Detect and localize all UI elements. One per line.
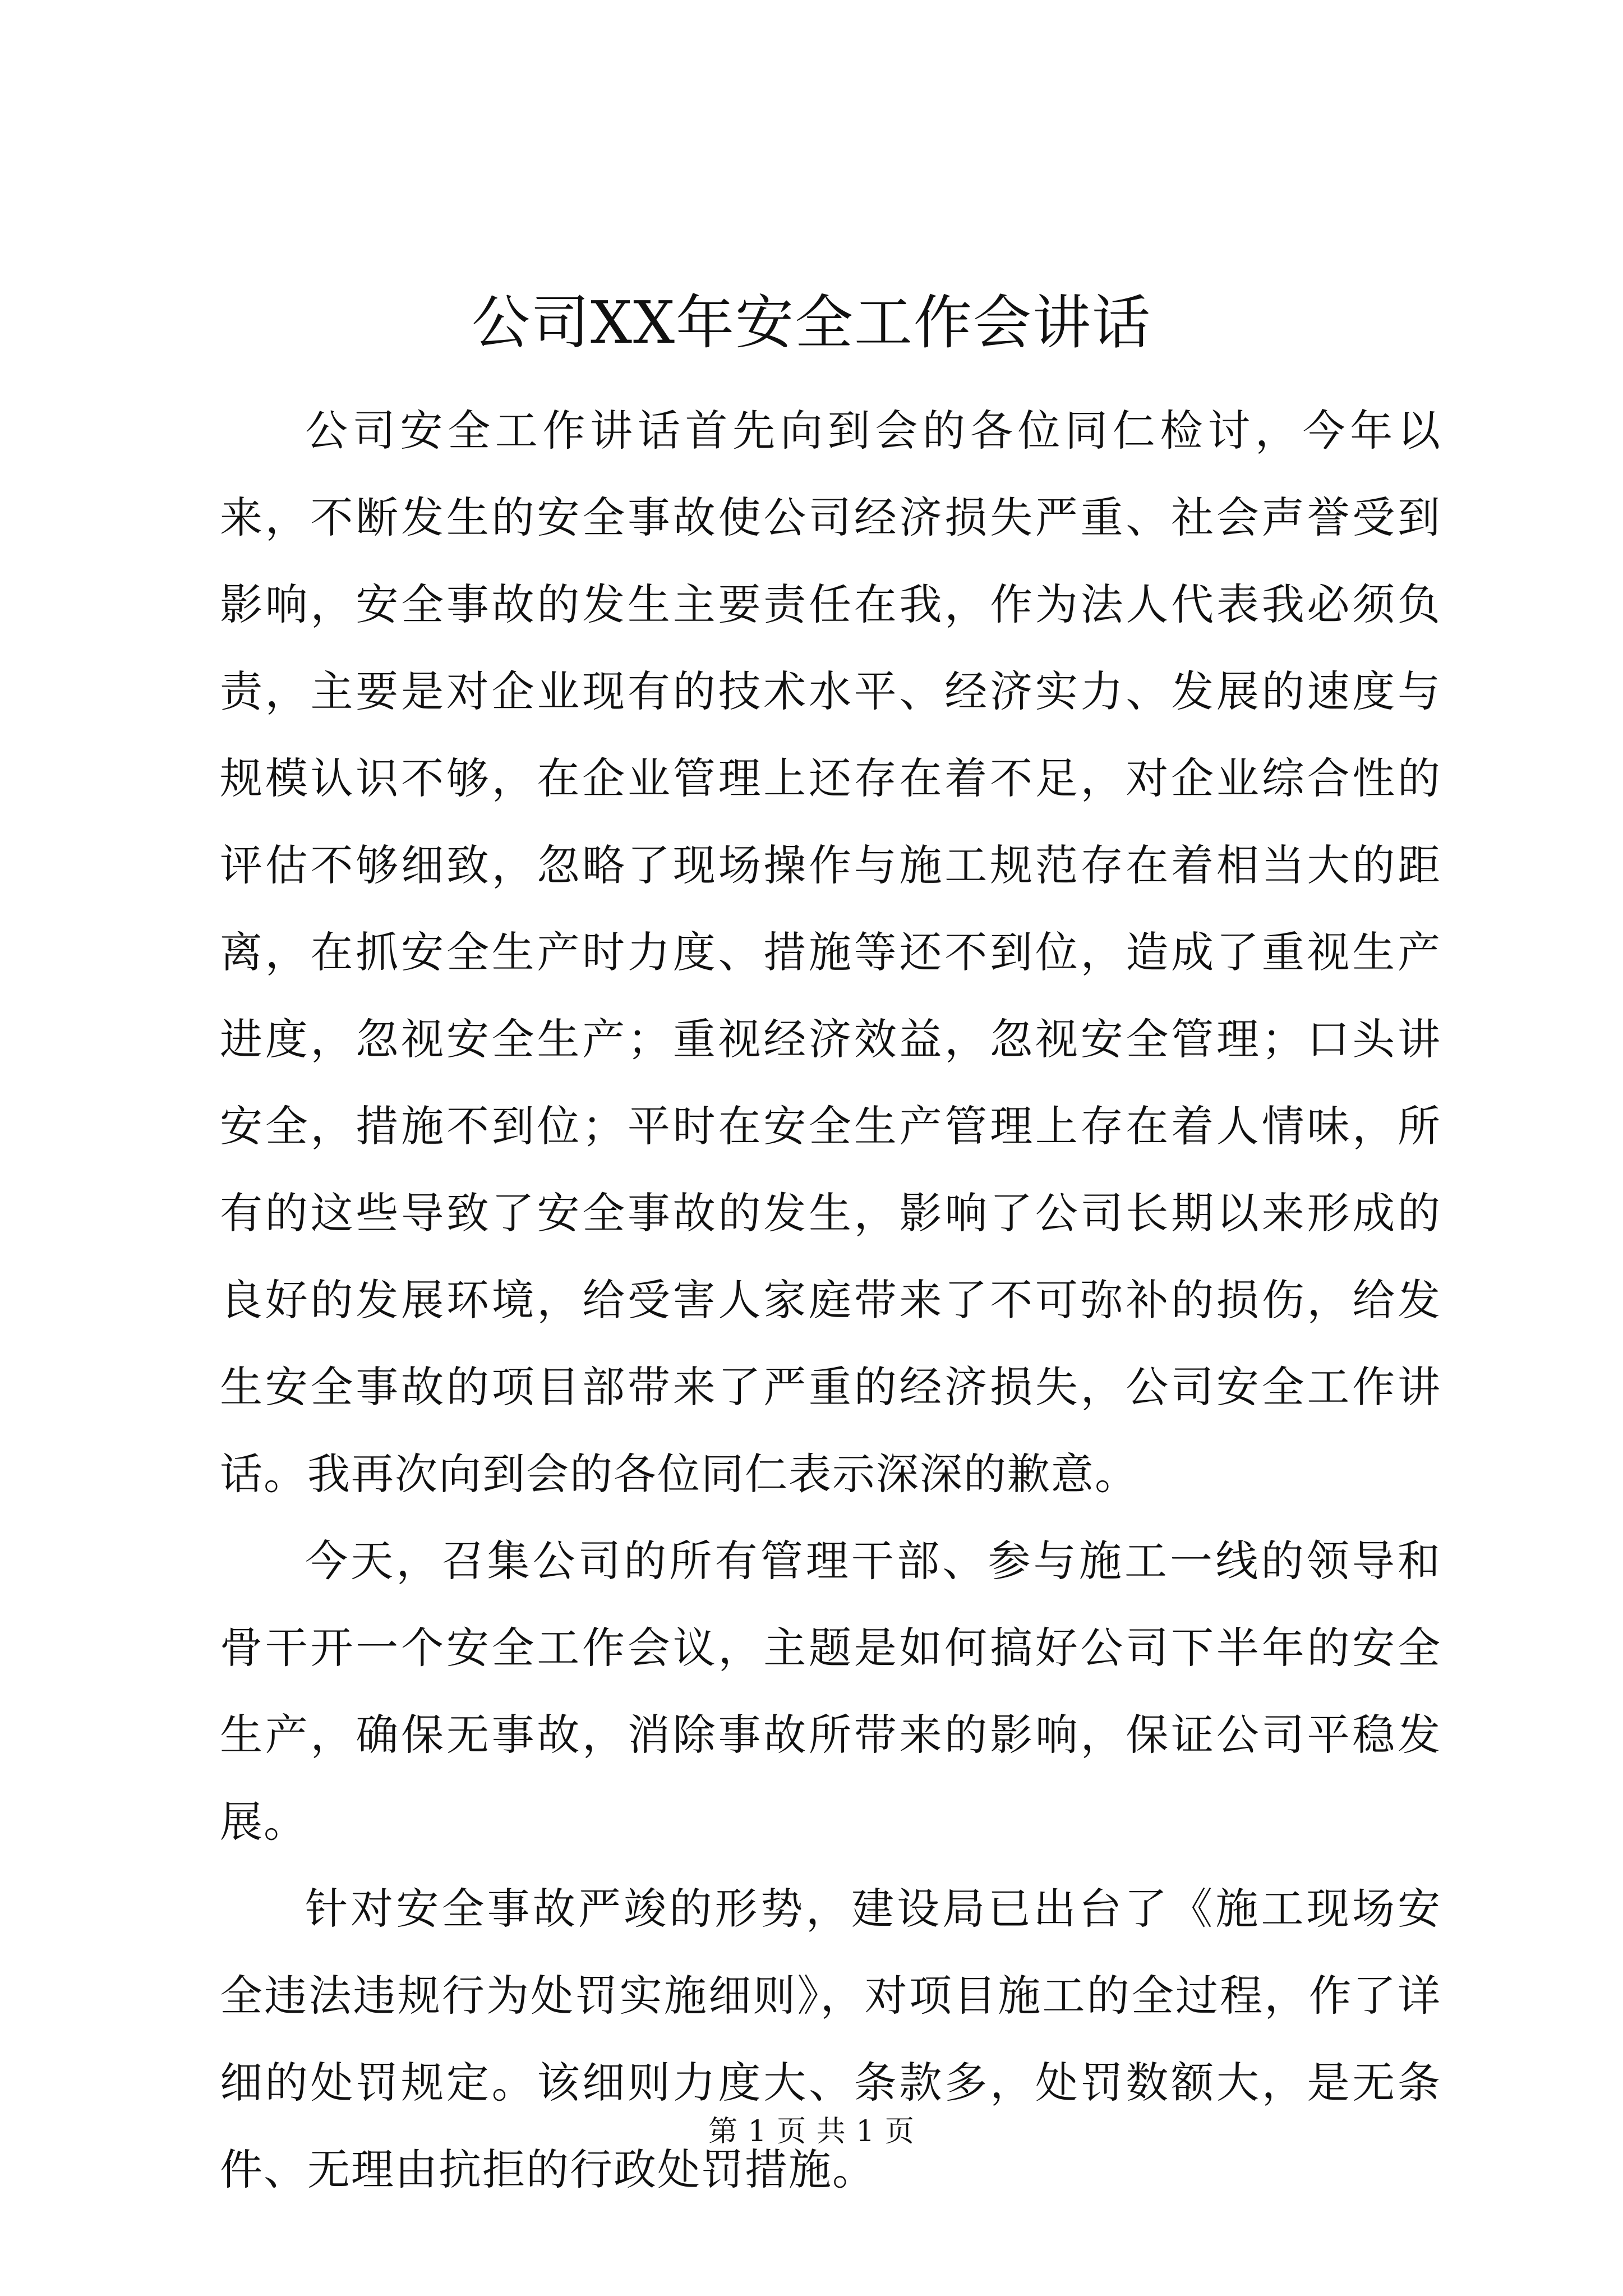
paragraph-1: 公司安全工作讲话首先向到会的各位同仁检讨，今年以来，不断发生的安全事故使公司经济损失严重、社会声誉受到影响，安全事故的发生主要责任在我，作为法人代表我必须负责，主要是对企业现有的技术水平、经济实力、发展的速度与规模认识不够，在企业管理上还存在着不足，对企业综合性的评估不够细致，忽略了现场操作与施工规范存在着相当大的距离，在抓安全生产时力度、措施等还不到位，造成了重视生产进度，忽视安全生产；重视经济效益，忽视安全管理；口头讲安全，措施不到位；平时在安全生产管理上存在着人情味，所有的这些导致了安全事故的发生，影响了公司长期以来形成的良好的发展环境，给受害人家庭带来了不可弥补的损伤，给发生安全事故的项目部带来了严重的经济损失，公司安全工作讲话。我再次向到会的各位同仁表示深深的歉意。 [220, 406, 1441, 1499]
page-number-footer: 第 1 页 共 1 页 [708, 2115, 915, 2148]
document-body [220, 387, 1441, 2213]
paragraph-3: 针对安全事故严竣的形势，建设局已出台了《施工现场安全违法违规行为处罚实施细则》，对项目施工的全过程，作了详细的处罚规定。该细则力度大、条款多，处罚数额大，是无条件、无理由抗拒的行政处罚措施。 [220, 1884, 1441, 2194]
document-title: 公司XX年安全工作会讲话 [471, 288, 1152, 357]
paragraph-2: 今天，召集公司的所有管理干部、参与施工一线的领导和骨干开一个安全工作会议，主题是如何搞好公司下半年的安全生产，确保无事故，消除事故所带来的影响，保证公司平稳发展。 [220, 1536, 1441, 1847]
